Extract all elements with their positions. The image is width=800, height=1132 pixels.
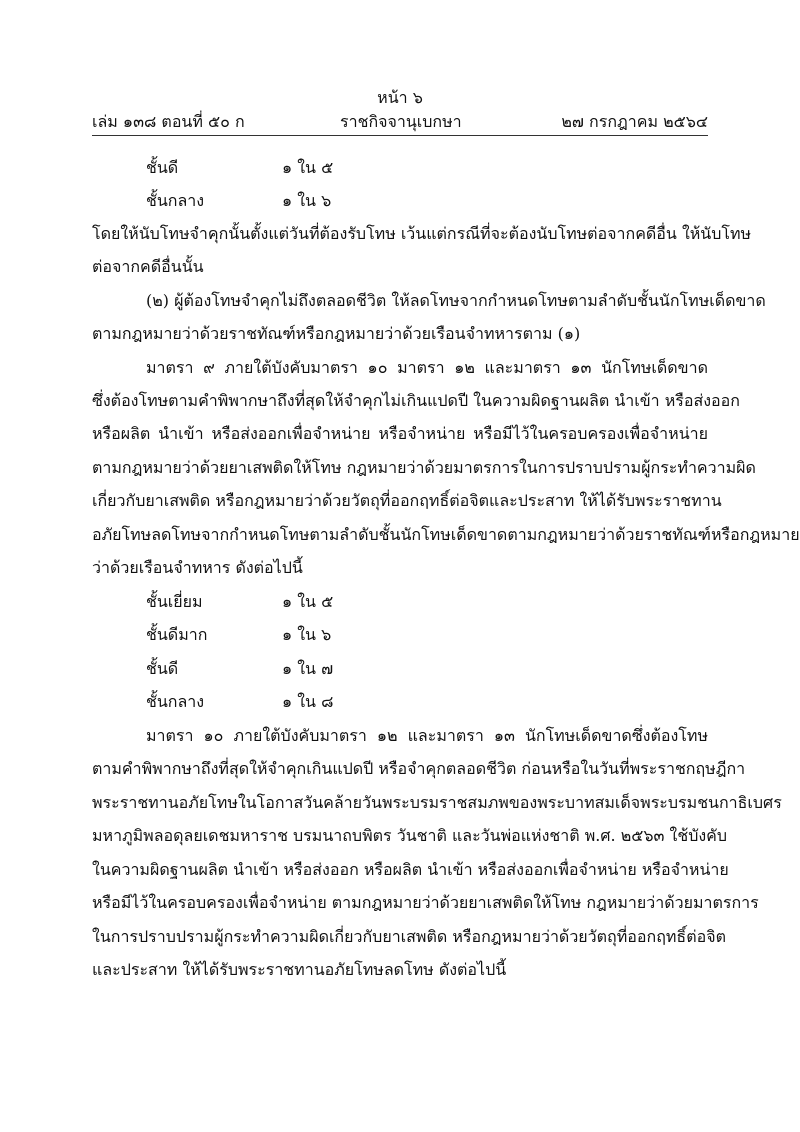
section-10-line: ในการปราบปรามผู้กระทำความผิดเกี่ยวกับยาเสพติด หรือกฎหมายว่าด้วยวัตถุที่ออกฤทธิ์ต่อจิต — [92, 927, 726, 946]
section-10-line: พระราชทานอภัยโทษในโอกาสวันคล้ายวันพระบรมราชสมภพของพระบาทสมเด็จพระบรมชนกาธิเบศร — [92, 793, 782, 812]
paragraph-line: (๒) ผู้ต้องโทษจำคุกไม่ถึงตลอดชีวิต ให้ลดโทษจากกำหนดโทษตามลำดับชั้นนักโทษเด็ดขาด — [146, 291, 766, 310]
tier-ratio: ๑ ใน ๕ — [282, 592, 334, 611]
tier-ratio: ๑ ใน ๖ — [282, 191, 332, 210]
header-volume-issue: เล่ม ๑๓๘ ตอนที่ ๕๐ ก — [92, 112, 245, 131]
gazette-header — [92, 110, 708, 134]
section-10-line: หรือมีไว้ในครอบครองเพื่อจำหน่าย ตามกฎหมายว่าด้วยยาเสพติดให้โทษ กฎหมายว่าด้วยมาตรการ — [92, 893, 759, 912]
tier-ratio: ๑ ใน ๖ — [282, 625, 332, 644]
tier-name: ชั้นกลาง — [146, 191, 205, 210]
section-9-line: ตามกฎหมายว่าด้วยยาเสพติดให้โทษ กฎหมายว่าด้วยมาตรการในการปราบปรามผู้กระทำความผิด — [92, 458, 756, 477]
section-9-line: อภัยโทษลดโทษจากกำหนดโทษตามลำดับชั้นนักโทษเด็ดขาดตามกฎหมายว่าด้วยราชทัณฑ์หรือกฎหมาย — [92, 525, 800, 544]
section-9-line: เกี่ยวกับยาเสพติด หรือกฎหมายว่าด้วยวัตถุที่ออกฤทธิ์ต่อจิตและประสาท ให้ได้รับพระราชทาน — [92, 491, 722, 510]
section-9-line: ว่าด้วยเรือนจำทหาร ดังต่อไปนี้ — [92, 558, 303, 577]
section-10-line: มหาภูมิพลอดุลยเดชมหาราช บรมนาถบพิตร วันชาติ และวันพ่อแห่งชาติ พ.ศ. ๒๕๖๓ ใช้บังคับ — [92, 826, 728, 845]
tier-name: ชั้นดี — [146, 659, 179, 678]
header-publication-name: ราชกิจจานุเบกษา — [340, 112, 462, 131]
section-10-line: มาตรา ๑๐ ภายใต้บังคับมาตรา ๑๒ และมาตรา ๑๓ นักโทษเด็ดขาดซึ่งต้องโทษ — [146, 726, 708, 745]
tier-ratio: ๑ ใน ๕ — [282, 158, 334, 177]
tier-name: ชั้นกลาง — [146, 692, 205, 711]
section-9-line: หรือผลิต นำเข้า หรือส่งออกเพื่อจำหน่าย หรือจำหน่าย หรือมีไว้ในครอบครองเพื่อจำหน่าย — [92, 424, 708, 443]
section-10-line: ตามคำพิพากษาถึงที่สุดให้จำคุกเกินแปดปี หรือจำคุกตลอดชีวิต ก่อนหรือในวันที่พระราชกฤษฎีกา — [92, 759, 746, 778]
tier-ratio: ๑ ใน ๗ — [282, 659, 334, 678]
section-9-line: ซึ่งต้องโทษตามคำพิพากษาถึงที่สุดให้จำคุกไม่เกินแปดปี ในความผิดฐานผลิต นำเข้า หรือส่งออก — [92, 391, 740, 410]
header-rule — [92, 135, 708, 136]
page-number: หน้า ๖ — [377, 88, 423, 107]
section-10-line: ในความผิดฐานผลิต นำเข้า หรือส่งออก หรือผลิต นำเข้า หรือส่งออกเพื่อจำหน่าย หรือจำหน่าย — [92, 860, 729, 879]
tier-ratio: ๑ ใน ๘ — [282, 692, 334, 711]
section-10-line: และประสาท ให้ได้รับพระราชทานอภัยโทษลดโทษ ดังต่อไปนี้ — [92, 960, 507, 979]
paragraph-line: ตามกฎหมายว่าด้วยราชทัณฑ์หรือกฎหมายว่าด้วยเรือนจำทหารตาม (๑) — [92, 324, 581, 343]
tier-name: ชั้นเยี่ยม — [146, 592, 203, 611]
header-date: ๒๗ กรกฎาคม ๒๕๖๔ — [561, 112, 708, 131]
tier-name: ชั้นดี — [146, 158, 179, 177]
paragraph-line: โดยให้นับโทษจำคุกนั้นตั้งแต่วันที่ต้องรับโทษ เว้นแต่กรณีที่จะต้องนับโทษต่อจากคดีอื่น ให้นับโทษ — [92, 224, 752, 243]
tier-name: ชั้นดีมาก — [146, 625, 208, 644]
section-9-line: มาตรา ๙ ภายใต้บังคับมาตรา ๑๐ มาตรา ๑๒ และมาตรา ๑๓ นักโทษเด็ดขาด — [146, 358, 708, 377]
paragraph-line: ต่อจากคดีอื่นนั้น — [92, 257, 204, 276]
